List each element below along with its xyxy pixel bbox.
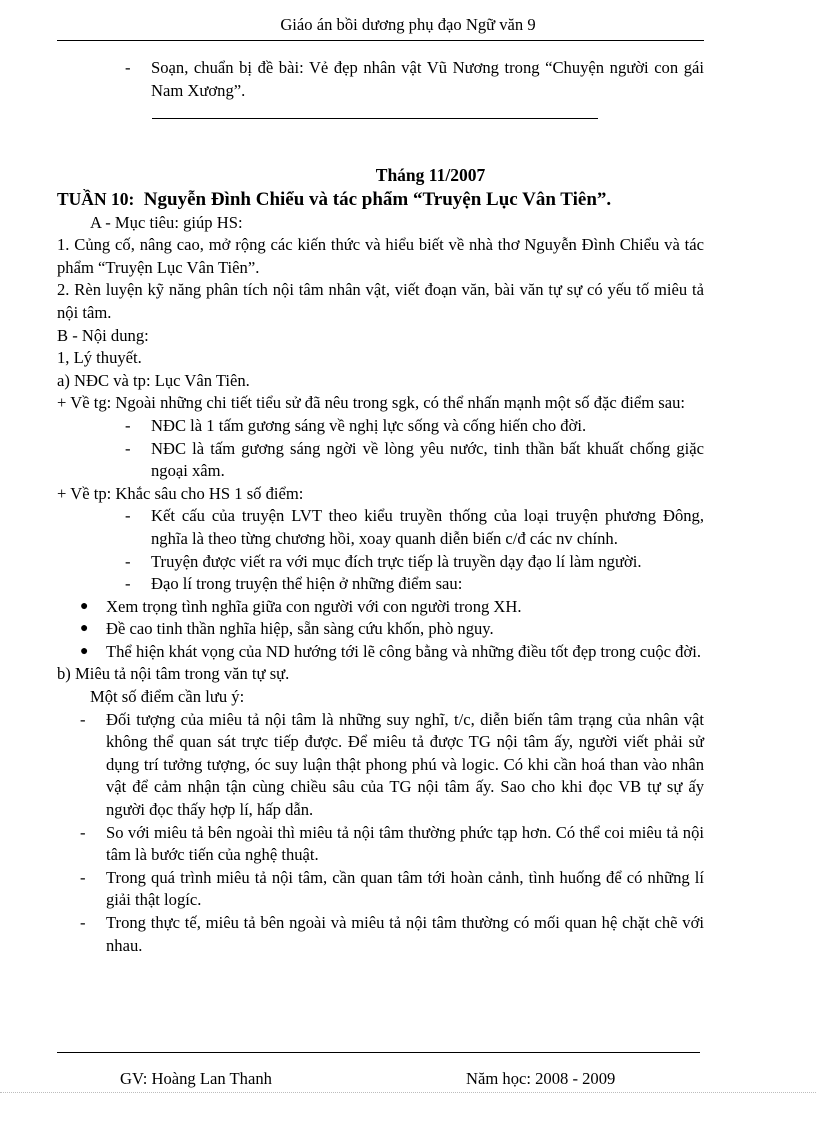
ethics-bullet-2-text: Đề cao tinh thần nghĩa hiệp, sẵn sàng cứu khốn, phò nguy. (106, 619, 494, 639)
week-heading (57, 187, 704, 212)
theory-heading: 1, Lý thuyết. (57, 348, 142, 368)
sub-a-heading: a) NĐC và tp: Lục Vân Tiên. (57, 370, 250, 390)
section-rule (152, 118, 598, 119)
dash-marker: - (125, 438, 131, 458)
goal-1: 1. Củng cố, nâng cao, mở rộng các kiến thức và hiểu biết về nhà thơ Nguyễn Đình Chiểu và tác phẩm “Truyện Lục Vân Tiên”. (57, 235, 704, 277)
work-point-2-text: Truyện được viết ra với mục đích trực tiếp là truyền dạy đạo lí làm người. (151, 551, 642, 571)
header-rule (57, 40, 704, 41)
goal-2: 2. Rèn luyện kỹ năng phân tích nội tâm nhân vật, viết đoạn văn, bài văn tự sự có yếu tố miêu tả nội tâm. (57, 280, 704, 322)
work-point-3 (125, 573, 704, 596)
work-point-1-text: Kết cấu của truyện LVT theo kiểu truyền thống của loại truyện phương Đông, nghĩa là theo từng chương hồi, xoay quanh diễn biến c/đ các nv chính. (151, 506, 704, 548)
author-point-2 (125, 438, 704, 483)
work-paragraph: + Về tp: Khắc sâu cho HS 1 số điểm: (57, 483, 304, 503)
author-point-1 (125, 415, 704, 438)
bullet-marker: ● (80, 621, 89, 637)
note-4-text: Trong thực tế, miêu tả bên ngoài và miêu tả nội tâm thường có mối quan hệ chặt chẽ với nhau. (106, 913, 704, 955)
bullet-marker: ● (80, 643, 89, 659)
dash-marker: - (80, 822, 86, 842)
week-label: TUẦN 10: (57, 188, 135, 209)
week-title: Nguyễn Đình Chiểu và tác phẩm “Truyện Lục Vân Tiên”. (143, 188, 612, 210)
goals-heading: A - Mục tiêu: giúp HS: (90, 212, 243, 232)
notes-heading: Một số điểm cần lưu ý: (90, 687, 245, 707)
dash-marker: - (80, 709, 86, 729)
note-3 (80, 867, 704, 912)
note-3-text: Trong quá trình miêu tả nội tâm, cần quan tâm tới hoàn cảnh, tình huống để có những lí giải thật logíc. (106, 867, 704, 910)
ethics-bullet-3 (80, 641, 704, 664)
ethics-bullet-1 (80, 596, 704, 619)
dash-marker: - (125, 506, 131, 526)
footer-teacher: GV: Hoàng Lan Thanh (120, 1069, 272, 1088)
note-1 (80, 709, 704, 822)
ethics-bullet-2 (80, 618, 704, 641)
sub-b-heading: b) Miêu tả nội tâm trong văn tự sự. (57, 664, 290, 684)
ethics-bullet-1-text: Xem trọng tình nghĩa giữa con người với con người trong XH. (106, 596, 522, 616)
lesson-body (57, 150, 704, 957)
author-point-1-text: NĐC là 1 tấm gương sáng về nghị lực sống và cống hiến cho đời. (151, 415, 587, 435)
page-edge-divider (0, 1092, 816, 1093)
document-body (57, 57, 704, 102)
dash-marker: - (80, 913, 86, 932)
page-header-title: Giáo án bồi dương phụ đạo Ngữ văn 9 (280, 15, 536, 34)
work-point-2 (125, 551, 704, 574)
footer-rule (57, 1052, 700, 1053)
footer-school-year: Năm học: 2008 - 2009 (466, 1069, 616, 1088)
dash-marker: - (125, 574, 131, 594)
content-heading: B - Nội dung: (57, 325, 149, 345)
work-point-3-text: Đạo lí trong truyện thể hiện ở những điểm sau: (151, 574, 463, 594)
author-point-2-text: NĐC là tấm gương sáng ngời về lòng yêu nước, tinh thần bất khuất chống giặc ngoại xâm. (151, 438, 704, 481)
author-paragraph: + Về tg: Ngoài những chi tiết tiểu sử đã nêu trong sgk, có thể nhấn mạnh một số đặc điểm sau: (57, 393, 685, 413)
ethics-bullet-3-text: Thể hiện khát vọng của ND hướng tới lẽ công bằng và những điều tốt đẹp trong cuộc đời. (106, 641, 702, 661)
bullet-marker: ● (80, 598, 89, 614)
intro-list-item (125, 57, 704, 102)
dash-marker: - (125, 415, 131, 435)
month-heading: Tháng 11/2007 (375, 165, 486, 185)
note-2-text: So với miêu tả bên ngoài thì miêu tả nội tâm thường phức tạp hơn. Có thể coi miêu tả nội tâm là bước tiến của nghệ thuật. (106, 822, 704, 865)
note-2 (80, 822, 704, 867)
note-1-text: Đối tượng của miêu tả nội tâm là những suy nghĩ, t/c, diễn biến tâm trạng của nhân vật không thể quan sát trực tiếp được. Để miêu tả được TG nội tâm ấy, người viết phải sử dụng trí tưởng tượng, óc suy luận thật phong phú và logic. Có khi cần hoá than vào nhân vật để cảm nhận tận cùng chiều sâu của TG nội tâm ấy. Sao cho khi đọc VB tự sự ấy người đọc thấy hợp lí, hấp dẫn. (106, 709, 704, 820)
intro-text: Soạn, chuẩn bị đề bài: Vẻ đẹp nhân vật Vũ Nương trong “Chuyện người con gái Nam Xương”. (151, 58, 704, 100)
dash-marker: - (125, 58, 131, 77)
dash-marker: - (80, 867, 86, 887)
work-point-1 (125, 505, 704, 550)
note-4 (80, 912, 704, 957)
dash-marker: - (125, 551, 131, 571)
